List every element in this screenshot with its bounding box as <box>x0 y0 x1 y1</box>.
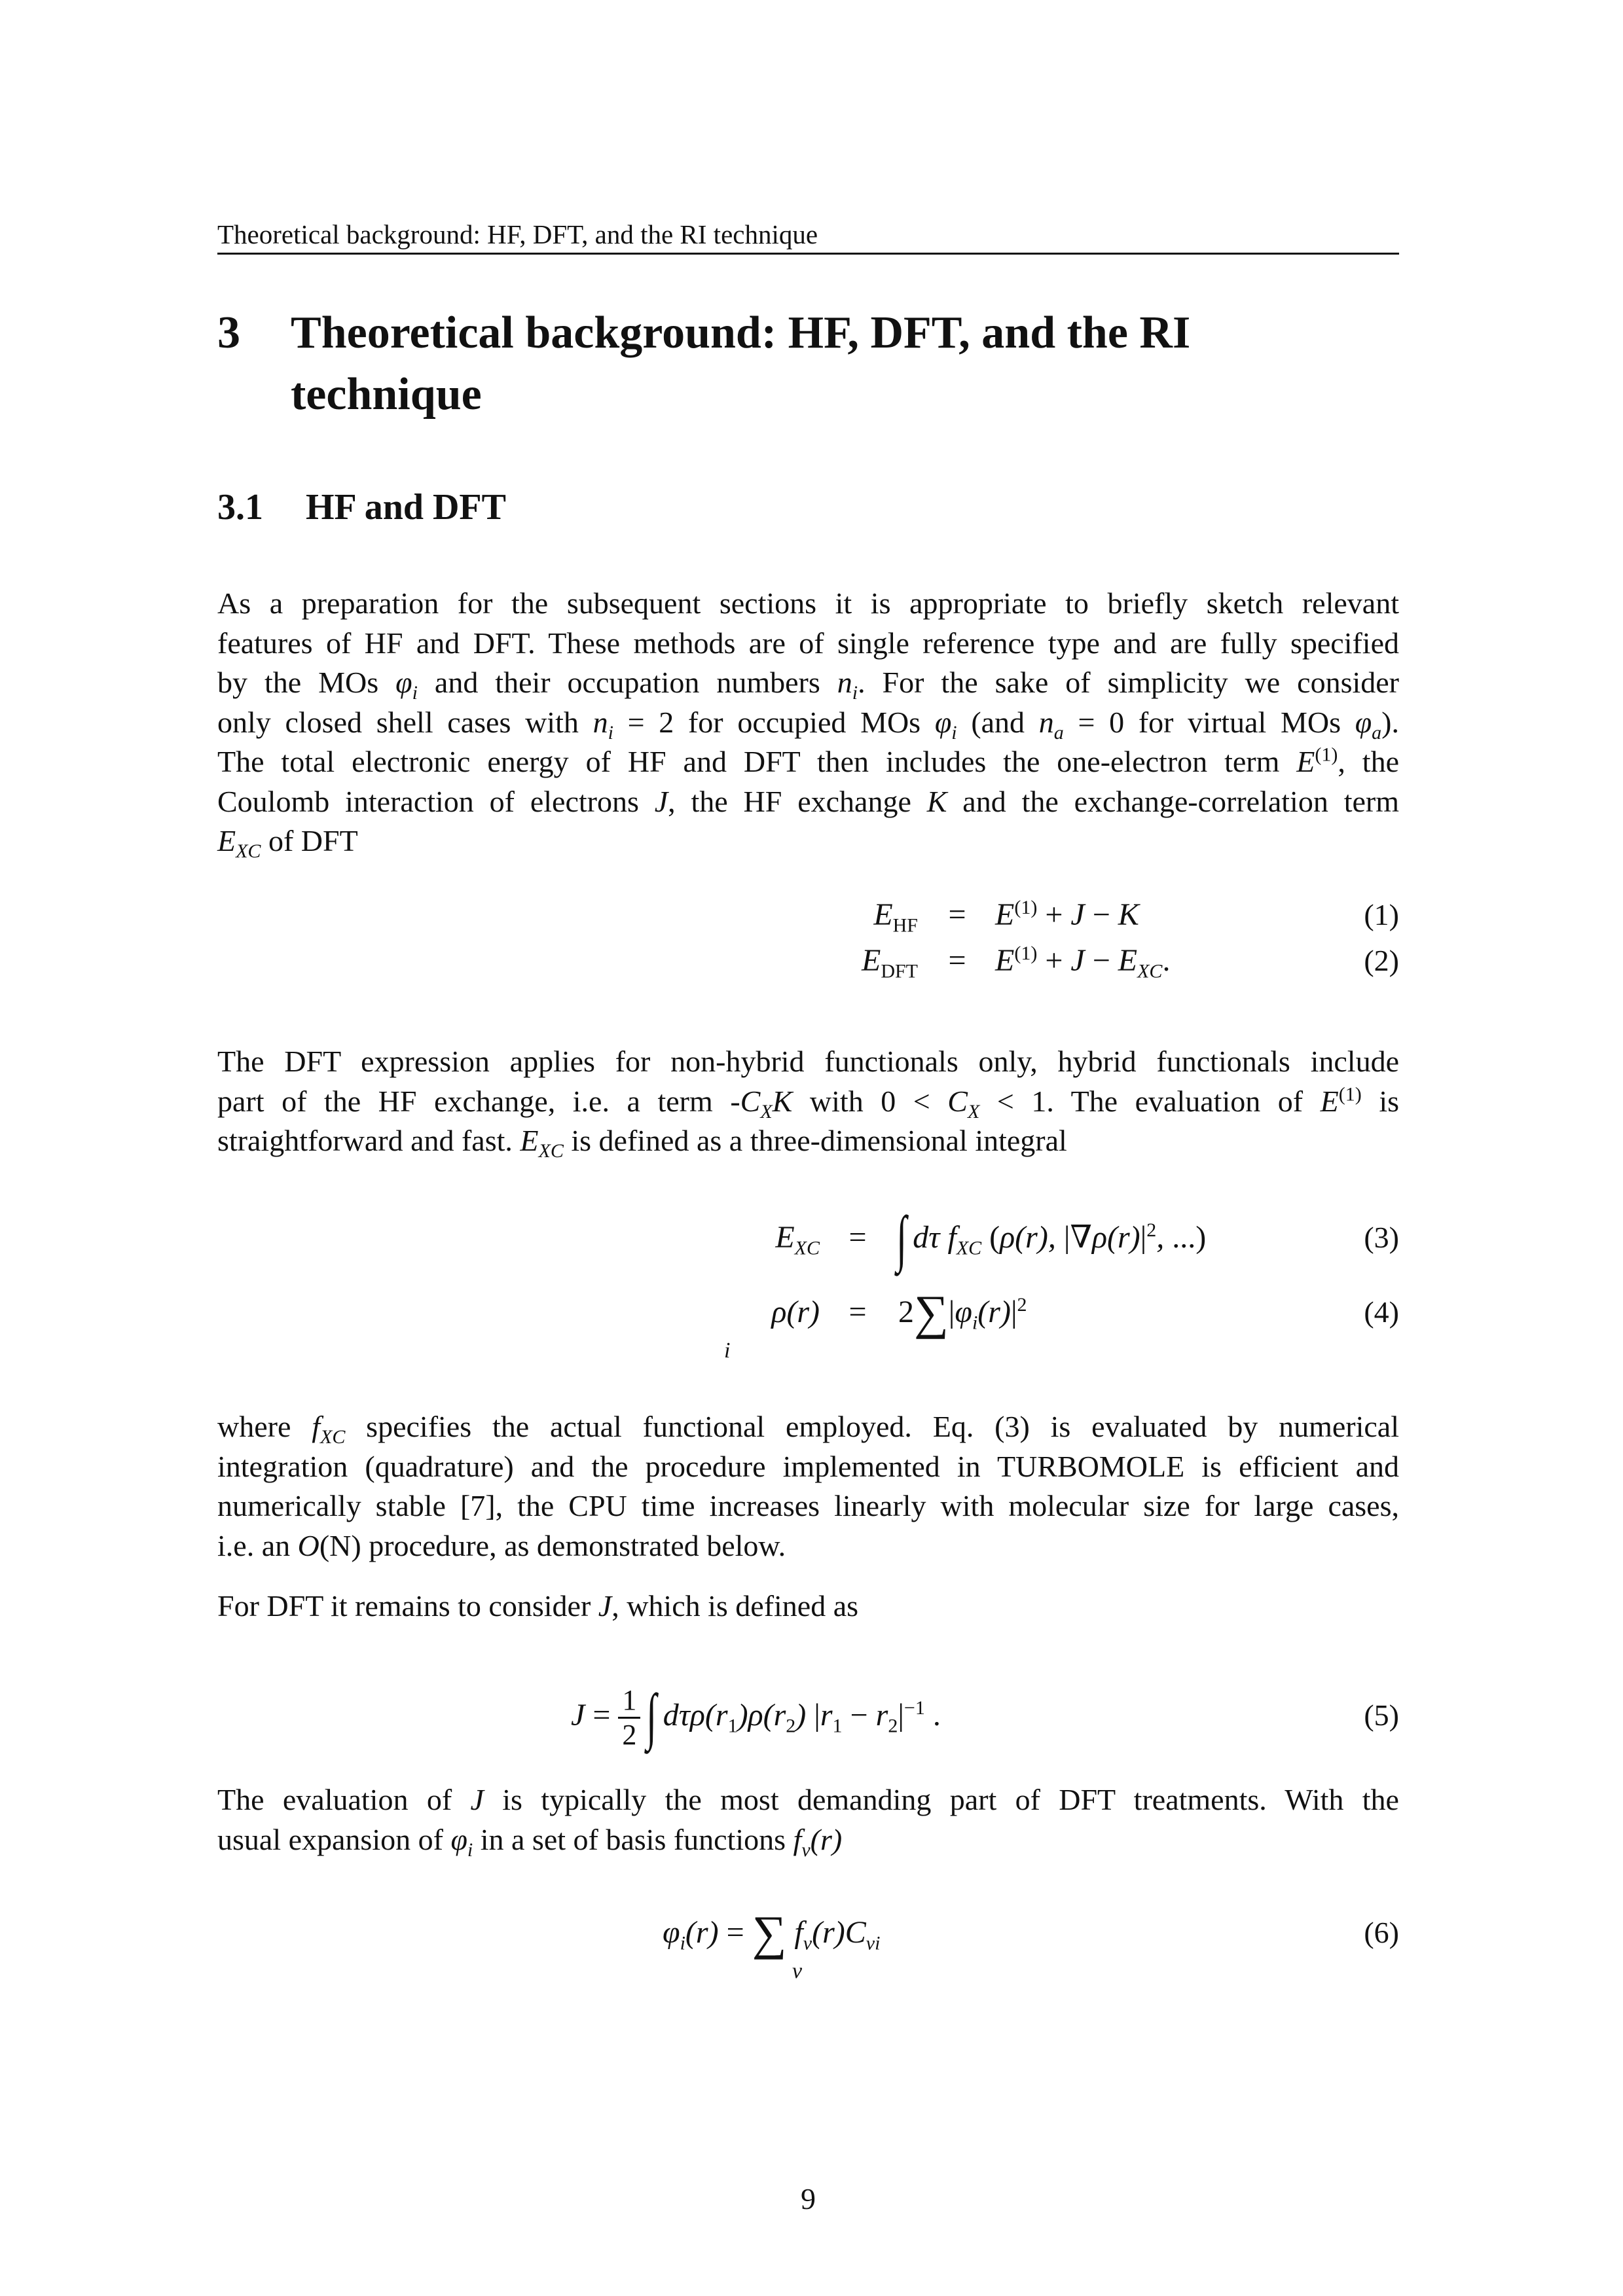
text-line: For DFT it remains to consider J, which is defined as <box>217 1589 859 1623</box>
eq6-formula: $\varphi_i(r)$ = ∑ $f_\nu(r)C_{\nu i}$ <box>663 1907 881 1960</box>
chapter-number: 3 <box>217 308 240 358</box>
eq3-lhs: $E_{XC}$ <box>775 1220 820 1259</box>
equation-5 <box>217 1679 1399 1751</box>
eq2-lhs: $E_{DFT}$ <box>861 943 918 982</box>
equation-4 <box>217 1286 1399 1340</box>
eq4-relation: = <box>848 1295 867 1329</box>
text-line: integration (quadrature) and the procedure implemented in TURBOMOLE is efficient and <box>217 1449 1399 1483</box>
text-line: $E_{XC}$ of DFT <box>217 824 358 863</box>
eq3-rhs: ∫ dτ $f_{XC}$ (ρ(r), $|\nabla\rho(r)|^2$, ...) <box>896 1203 1207 1273</box>
section-title-text: HF and DFT <box>306 487 506 528</box>
eq3-relation: = <box>848 1220 867 1255</box>
paragraph-5 <box>217 1780 1399 1859</box>
eq3-number: (3) <box>1364 1221 1399 1254</box>
chapter-title-text: Theoretical background: HF, DFT, and the RI technique <box>291 308 1191 420</box>
text-line: The evaluation of J is typically the most demanding part of DFT treatments. With the <box>217 1783 1399 1816</box>
text-line: by the MOs $\varphi_i$ and their occupation numbers $n_i$. For the sake of simplicity we consider <box>217 666 1399 704</box>
eq6-number: (6) <box>1364 1916 1399 1949</box>
eq5-formula: J = $\frac{1}{2}$ ∫ $d\tau\rho(r_1)\rho(r_2) |r_1 - r_2|^{-1}$ . <box>571 1681 941 1751</box>
paragraph-3 <box>217 1407 1399 1566</box>
text-line: i.e. an O(N) procedure, as demonstrated below. <box>217 1528 786 1562</box>
equation-3 <box>217 1203 1399 1273</box>
eq1-lhs: $E_{HF}$ <box>873 897 918 937</box>
eq2-number: (2) <box>1364 944 1399 977</box>
text-line: Coulomb interaction of electrons J, the HF exchange K and the exchange-correlation term <box>217 784 1399 818</box>
eq4-lhs: ρ(r) <box>771 1295 820 1329</box>
text-line: where $f_{XC}$ specifies the actual functional employed. Eq. (3) is evaluated by numerical <box>217 1410 1399 1448</box>
paragraph-1 <box>217 584 1399 861</box>
eq1-number: (1) <box>1364 898 1399 931</box>
eq2-rhs: $E^{(1)} + J - E_{XC}$. <box>995 942 1171 982</box>
eq1-relation: = <box>948 897 966 932</box>
equation-6 <box>217 1907 1399 1960</box>
eq4-sum-index: i <box>724 1338 731 1363</box>
text-line: As a preparation for the subsequent sections it is appropriate to briefly sketch relevant <box>217 586 1399 620</box>
eq4-number: (4) <box>1364 1295 1399 1329</box>
text-line: only closed shell cases with $n_i = 2$ for occupied MOs $\varphi_i$ (and $n_a = 0$ for virtual MOs $\varphi_a$). <box>217 705 1399 744</box>
running-header: Theoretical background: HF, DFT, and the RI technique <box>217 216 1399 255</box>
paragraph-2 <box>217 1042 1399 1161</box>
equation-2 <box>217 939 1399 982</box>
eq2-relation: = <box>948 943 966 978</box>
eq4-rhs: $2\sum|\varphi_i(r)|^2$ <box>898 1286 1027 1340</box>
equation-1 <box>217 893 1399 937</box>
paragraph-4 <box>217 1587 1399 1626</box>
text-line: features of HF and DFT. These methods are of single reference type and are fully specified <box>217 626 1399 660</box>
text-line: part of the HF exchange, i.e. a term $-C_XK$ with $0 < C_X < 1$. The evaluation of $E^{(1)}$ is <box>217 1083 1399 1122</box>
section-title <box>217 484 506 530</box>
page-number: 9 <box>801 2182 816 2215</box>
eq1-rhs: $E^{(1)} + J - K$ <box>995 897 1139 932</box>
eq6-sum-index: ν <box>792 1959 803 1983</box>
eq5-number: (5) <box>1364 1698 1399 1732</box>
text-line: numerically stable [7], the CPU time increases linearly with molecular size for large cases, <box>217 1489 1399 1522</box>
text-line: The DFT expression applies for non-hybrid functionals only, hybrid functionals include <box>217 1045 1399 1078</box>
section-number: 3.1 <box>217 487 263 528</box>
text-line: usual expansion of $\varphi_i$ in a set of basis functions $f_\nu(r)$ <box>217 1822 843 1861</box>
text-line: The total electronic energy of HF and DFT then includes the one-electron term $E^{(1)}$, the <box>217 744 1399 778</box>
text-line: straightforward and fast. $E_{XC}$ is defined as a three-dimensional integral <box>217 1124 1067 1162</box>
